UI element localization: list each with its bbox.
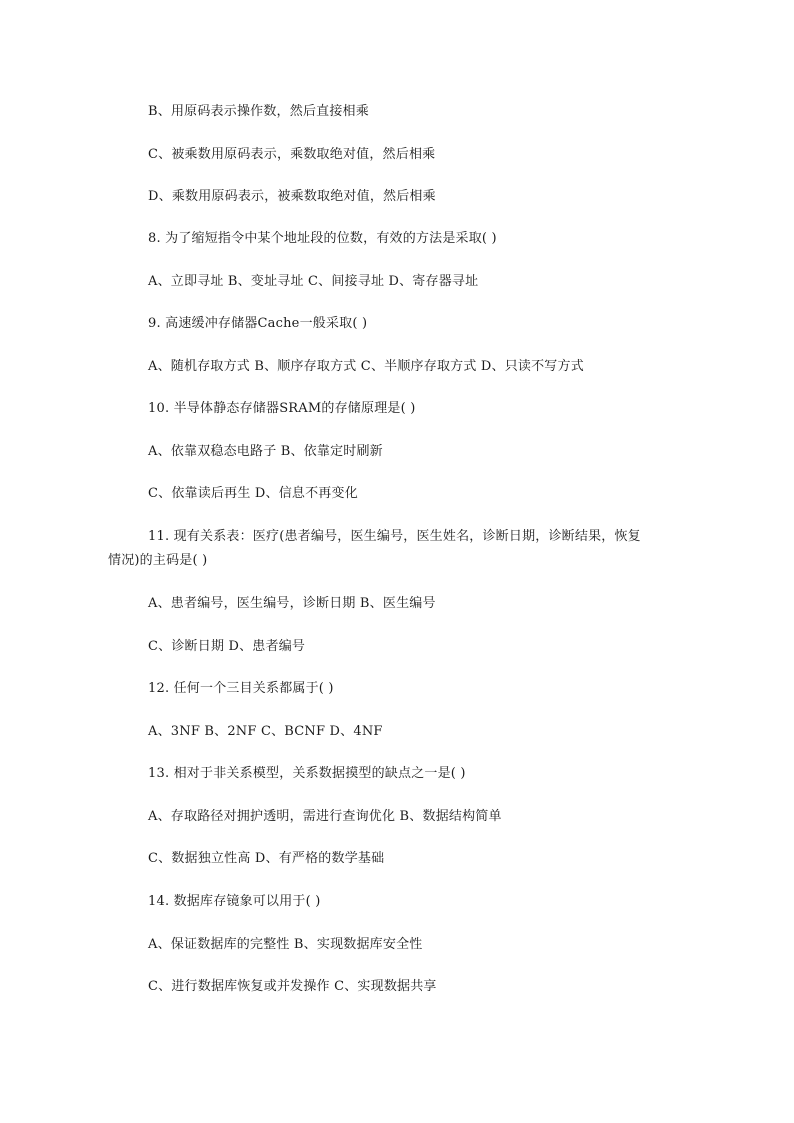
- question-11: 11. 现有关系表：医疗(患者编号，医生编号，医生姓名，诊断日期，诊断结果，恢复: [148, 529, 641, 544]
- question-11-continued: 情况)的主码是( ): [108, 553, 208, 568]
- options-q11-ab: A、患者编号，医生编号，诊断日期 B、医生编号: [148, 596, 436, 611]
- options-q12: A、3NF B、2NF C、BCNF D、4NF: [148, 724, 383, 739]
- question-8: 8. 为了缩短指令中某个地址段的位数，有效的方法是采取( ): [148, 231, 497, 246]
- options-q11-cd: C、诊断日期 D、患者编号: [148, 639, 306, 654]
- options-q8: A、立即寻址 B、变址寻址 C、间接寻址 D、寄存器寻址: [148, 274, 479, 289]
- options-q14-ab: A、保证数据库的完整性 B、实现数据库安全性: [148, 937, 423, 952]
- options-q13-ab: A、存取路径对拥护透明，需进行查询优化 B、数据结构简单: [148, 809, 502, 824]
- options-q14-cd: C、进行数据库恢复或并发操作 C、实现数据共享: [148, 979, 437, 994]
- option-line-d-q7: D、乘数用原码表示，被乘数取绝对值，然后相乘: [148, 189, 436, 204]
- options-q13-cd: C、数据独立性高 D、有严格的数学基础: [148, 851, 385, 866]
- option-line-b-q7: B、用原码表示操作数，然后直接相乘: [148, 104, 369, 119]
- option-line-c-q7: C、被乘数用原码表示，乘数取绝对值，然后相乘: [148, 147, 436, 162]
- question-10: 10. 半导体静态存储器SRAM的存储原理是( ): [148, 401, 416, 416]
- options-q10-cd: C、依靠读后再生 D、信息不再变化: [148, 486, 358, 501]
- question-12: 12. 任何一个三目关系都属于( ): [148, 681, 334, 696]
- question-13: 13. 相对于非关系模型，关系数据摸型的缺点之一是( ): [148, 766, 466, 781]
- question-9: 9. 高速缓冲存储器Cache一般采取( ): [148, 316, 368, 331]
- options-q10-ab: A、依靠双稳态电路子 B、依靠定时刷新: [148, 444, 383, 459]
- options-q9: A、随机存取方式 B、顺序存取方式 C、半顺序存取方式 D、只读不写方式: [148, 359, 584, 374]
- question-14: 14. 数据库存镜象可以用于( ): [148, 894, 321, 909]
